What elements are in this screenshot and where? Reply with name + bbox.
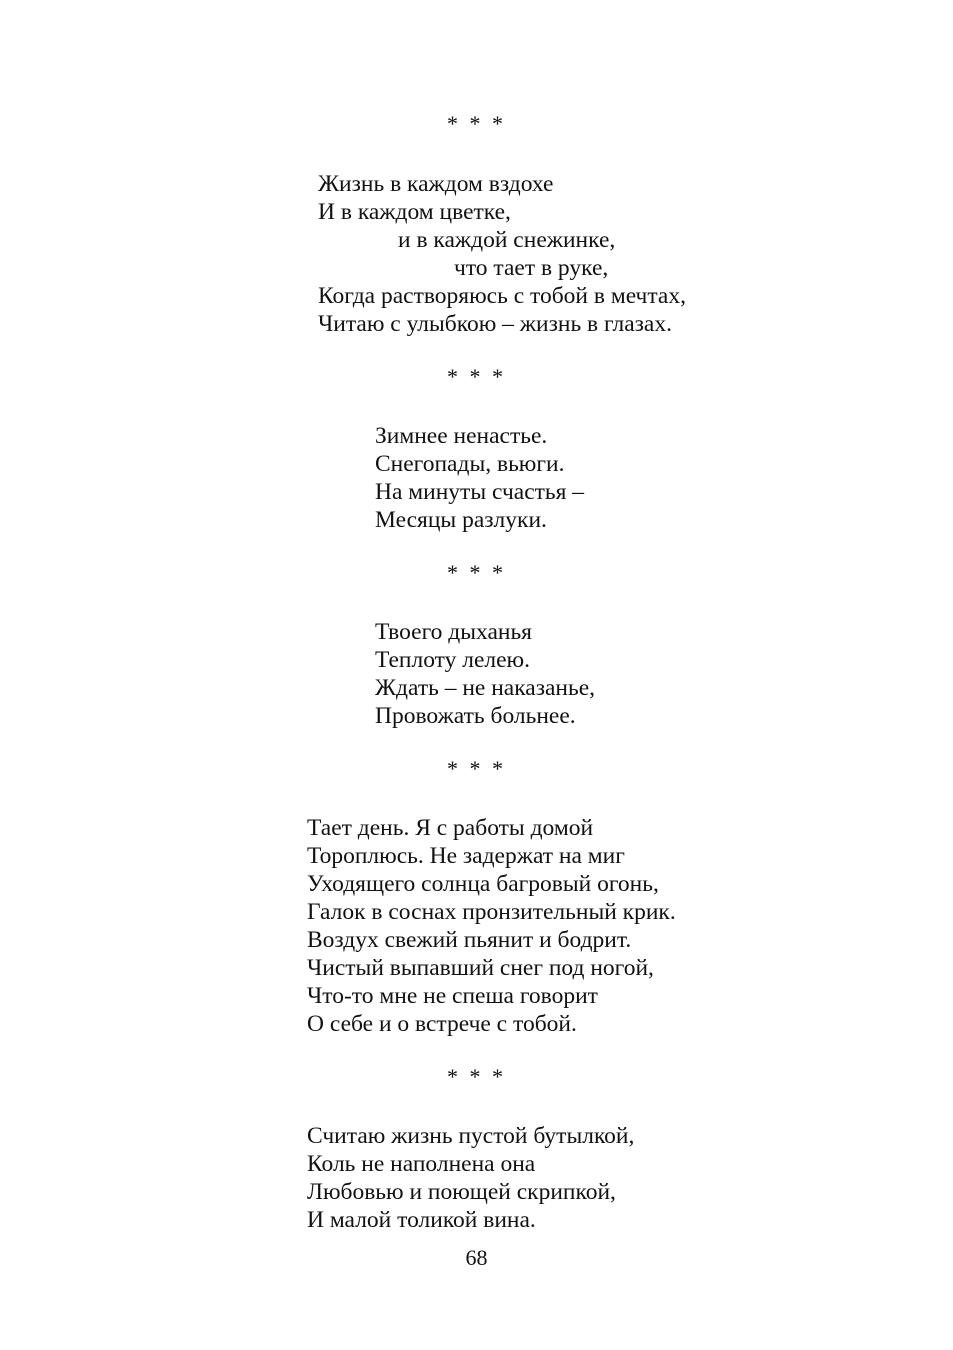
section-separator: * * * <box>447 364 506 389</box>
poem-1 <box>318 170 686 338</box>
section-separator: * * * <box>447 560 506 585</box>
poem-line: Твоего дыханья <box>375 619 532 645</box>
poem-line: Жизнь в каждом вздохе <box>318 171 554 197</box>
poem-line: Любовью и поющей скрипкой, <box>307 1179 616 1205</box>
poem-line: Галок в соснах пронзительный крик. <box>307 899 676 925</box>
poem-2 <box>375 422 584 534</box>
poem-line: Ждать – не наказанье, <box>375 675 596 701</box>
poem-line: О себе и о встрече с тобой. <box>307 1011 577 1037</box>
poem-line: Когда растворяюсь с тобой в мечтах, <box>318 283 686 309</box>
poem-line: Тороплюсь. Не задержат на миг <box>307 843 625 869</box>
section-separator: * * * <box>447 1064 506 1089</box>
poem-line: и в каждой снежинке, <box>398 227 616 253</box>
poem-line: И в каждом цветке, <box>318 199 511 225</box>
poem-line: Что-то мне не спеша говорит <box>307 983 598 1009</box>
poem-line: что тает в руке, <box>454 255 609 281</box>
section-separator: * * * <box>447 756 506 781</box>
poem-line: Теплоту лелею. <box>375 647 530 673</box>
poem-line: Тает день. Я с работы домой <box>307 815 594 841</box>
poem-line: Читаю с улыбкою – жизнь в глазах. <box>318 311 672 337</box>
poem-line: Снегопады, вьюги. <box>375 451 565 477</box>
poem-line: И малой толикой вина. <box>307 1207 536 1233</box>
page-number: 68 <box>465 1245 488 1270</box>
poem-line: На минуты счастья – <box>375 479 585 505</box>
poem-line: Воздух свежий пьянит и бодрит. <box>307 927 632 953</box>
poem-line: Месяцы разлуки. <box>375 507 547 533</box>
poem-5 <box>307 1122 634 1234</box>
poem-line: Провожать больнее. <box>375 703 576 729</box>
poem-line: Уходящего солнца багровый огонь, <box>307 871 659 897</box>
poem-line: Чистый выпавший снег под ногой, <box>307 955 654 981</box>
poem-line: Считаю жизнь пустой бутылкой, <box>307 1123 635 1149</box>
poem-line: Зимнее ненастье. <box>375 423 548 449</box>
poem-3 <box>375 618 595 730</box>
section-separator: * * * <box>447 111 506 136</box>
poem-4 <box>307 814 676 1038</box>
poem-line: Коль не наполнена она <box>307 1151 536 1177</box>
